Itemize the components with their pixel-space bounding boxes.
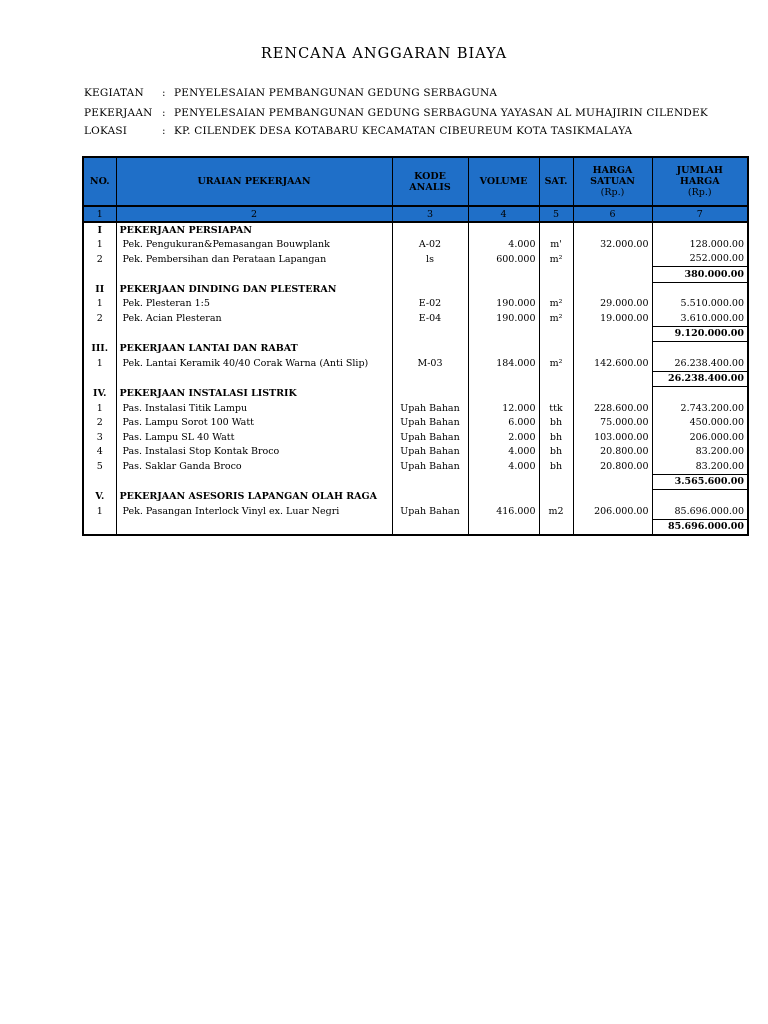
column-number: 4 [468, 206, 539, 222]
item-code: Upah Bahan [392, 401, 468, 416]
item-code: E-02 [392, 297, 468, 312]
item-unit-price: 142.600.00 [573, 356, 652, 371]
item-number: 1 [83, 237, 116, 252]
empty-cell [573, 342, 652, 357]
table-body [83, 222, 748, 535]
empty-cell [468, 371, 539, 387]
item-amount: 3.610.000.00 [652, 311, 748, 326]
table-row [83, 252, 748, 267]
empty-cell [539, 387, 573, 402]
item-unit: bh [539, 445, 573, 460]
empty-cell [468, 222, 539, 237]
item-number: 4 [83, 445, 116, 460]
item-unit: m' [539, 237, 573, 252]
item-code: E-04 [392, 311, 468, 326]
item-code: A-02 [392, 237, 468, 252]
header-harga [573, 157, 652, 206]
empty-cell [392, 490, 468, 505]
item-amount: 252.000.00 [652, 252, 748, 267]
item-unit-price: 32.000.00 [573, 237, 652, 252]
empty-cell [573, 222, 652, 237]
item-volume: 600.000 [468, 252, 539, 267]
item-unit: m² [539, 311, 573, 326]
empty-cell [539, 371, 573, 387]
item-description: Pas. Saklar Ganda Broco [116, 459, 392, 474]
empty-cell [539, 282, 573, 297]
item-unit: m² [539, 297, 573, 312]
item-amount: 206.000.00 [652, 430, 748, 445]
section-row [83, 282, 748, 297]
header-jumlah-line2: HARGA [679, 176, 720, 187]
empty-cell [392, 519, 468, 535]
item-number: 5 [83, 459, 116, 474]
empty-cell [83, 267, 116, 283]
empty-cell [392, 222, 468, 237]
item-amount: 83.200.00 [652, 459, 748, 474]
info-row-pekerjaan [84, 107, 708, 119]
item-unit: bh [539, 459, 573, 474]
info-value: KP. CILENDEK DESA KOTABARU KECAMATAN CIBEUREUM KOTA TASIKMALAYA [174, 125, 633, 137]
item-code: Upah Bahan [392, 459, 468, 474]
empty-cell [539, 222, 573, 237]
header-uraian: URAIAN PEKERJAAN [116, 157, 392, 206]
item-number: 2 [83, 416, 116, 431]
table-row [83, 504, 748, 519]
empty-cell [392, 387, 468, 402]
empty-cell [539, 519, 573, 535]
item-unit-price: 75.000.00 [573, 416, 652, 431]
item-code: Upah Bahan [392, 504, 468, 519]
header-jumlah-line1: JUMLAH [676, 165, 723, 176]
item-volume: 6.000 [468, 416, 539, 431]
section-total: 380.000.00 [652, 267, 748, 283]
empty-cell [392, 474, 468, 490]
item-unit-price [573, 252, 652, 267]
item-volume: 12.000 [468, 401, 539, 416]
item-description: Pas. Lampu Sorot 100 Watt [116, 416, 392, 431]
section-number: IV. [83, 387, 116, 402]
item-unit: m2 [539, 504, 573, 519]
item-amount: 26.238.400.00 [652, 356, 748, 371]
empty-cell [539, 326, 573, 342]
item-number: 1 [83, 297, 116, 312]
section-total-row [83, 474, 748, 490]
column-number-row [83, 206, 748, 222]
header-sat: SAT. [539, 157, 573, 206]
item-volume: 4.000 [468, 459, 539, 474]
empty-cell [573, 371, 652, 387]
section-total: 26.238.400.00 [652, 371, 748, 387]
item-description: Pek. Pengukuran&Pemasangan Bouwplank [116, 237, 392, 252]
info-row-kegiatan [84, 87, 497, 99]
item-amount: 83.200.00 [652, 445, 748, 460]
info-row-lokasi [84, 125, 632, 137]
empty-cell [652, 342, 748, 357]
item-code: Upah Bahan [392, 445, 468, 460]
table-row [83, 311, 748, 326]
header-jumlah-line3: (Rp.) [687, 187, 712, 198]
document-title: RENCANA ANGGARAN BIAYA [260, 46, 508, 62]
empty-cell [468, 490, 539, 505]
item-unit-price: 19.000.00 [573, 311, 652, 326]
info-label: PEKERJAAN [84, 107, 153, 119]
empty-cell [392, 326, 468, 342]
info-separator: : [162, 125, 166, 137]
empty-cell [468, 519, 539, 535]
empty-cell [392, 267, 468, 283]
item-volume: 184.000 [468, 356, 539, 371]
empty-cell [392, 282, 468, 297]
table-row [83, 356, 748, 371]
item-unit-price: 103.000.00 [573, 430, 652, 445]
empty-cell [83, 326, 116, 342]
info-label: KEGIATAN [84, 87, 144, 99]
item-unit: m² [539, 252, 573, 267]
empty-cell [652, 282, 748, 297]
empty-cell [539, 267, 573, 283]
section-total-row [83, 519, 748, 535]
item-description: Pas. Instalasi Titik Lampu [116, 401, 392, 416]
section-number: I [83, 222, 116, 237]
budget-table [82, 156, 749, 536]
section-total-row [83, 267, 748, 283]
empty-cell [539, 474, 573, 490]
section-title: PEKERJAAN PERSIAPAN [116, 222, 392, 237]
section-number: V. [83, 490, 116, 505]
info-label: LOKASI [84, 125, 128, 137]
item-volume: 4.000 [468, 445, 539, 460]
column-number: 2 [116, 206, 392, 222]
empty-cell [116, 474, 392, 490]
empty-cell [468, 474, 539, 490]
table-row [83, 297, 748, 312]
section-title: PEKERJAAN DINDING DAN PLESTERAN [116, 282, 392, 297]
section-title: PEKERJAAN INSTALASI LISTRIK [116, 387, 392, 402]
item-volume: 2.000 [468, 430, 539, 445]
item-description: Pas. Lampu SL 40 Watt [116, 430, 392, 445]
item-amount: 85.696.000.00 [652, 504, 748, 519]
info-separator: : [162, 87, 166, 99]
item-unit: ttk [539, 401, 573, 416]
section-row [83, 387, 748, 402]
item-unit-price: 20.800.00 [573, 459, 652, 474]
header-volume: VOLUME [468, 157, 539, 206]
item-description: Pas. Instalasi Stop Kontak Broco [116, 445, 392, 460]
section-total: 3.565.600.00 [652, 474, 748, 490]
item-description: Pek. Acian Plesteran [116, 311, 392, 326]
header-jumlah [652, 157, 748, 206]
table-row [83, 401, 748, 416]
empty-cell [83, 474, 116, 490]
section-title: PEKERJAAN ASESORIS LAPANGAN OLAH RAGA [116, 490, 392, 505]
empty-cell [539, 342, 573, 357]
section-total-row [83, 371, 748, 387]
empty-cell [116, 326, 392, 342]
item-volume: 190.000 [468, 311, 539, 326]
item-code: Upah Bahan [392, 430, 468, 445]
empty-cell [83, 519, 116, 535]
header-kode-line2: ANALIS [409, 181, 451, 193]
empty-cell [573, 282, 652, 297]
section-row [83, 490, 748, 505]
empty-cell [116, 267, 392, 283]
item-description: Pek. Pembersihan dan Perataan Lapangan [116, 252, 392, 267]
empty-cell [652, 490, 748, 505]
item-description: Pek. Pasangan Interlock Vinyl ex. Luar Negri [116, 504, 392, 519]
table-row [83, 416, 748, 431]
header-kode-line1: KODE [414, 170, 446, 182]
table-row [83, 237, 748, 252]
info-value: PENYELESAIAN PEMBANGUNAN GEDUNG SERBAGUNA [174, 87, 498, 99]
column-number: 3 [392, 206, 468, 222]
empty-cell [468, 342, 539, 357]
empty-cell [573, 490, 652, 505]
section-total: 9.120.000.00 [652, 326, 748, 342]
item-amount: 128.000.00 [652, 237, 748, 252]
empty-cell [468, 326, 539, 342]
info-separator: : [162, 107, 166, 119]
empty-cell [116, 519, 392, 535]
item-code: ls [392, 252, 468, 267]
table-row [83, 430, 748, 445]
header-harga-line3: (Rp.) [600, 187, 625, 198]
item-code: Upah Bahan [392, 416, 468, 431]
item-unit: bh [539, 430, 573, 445]
item-number: 1 [83, 401, 116, 416]
item-number: 1 [83, 504, 116, 519]
item-unit-price: 228.600.00 [573, 401, 652, 416]
empty-cell [573, 474, 652, 490]
empty-cell [652, 222, 748, 237]
empty-cell [468, 282, 539, 297]
table-row [83, 459, 748, 474]
column-number: 6 [573, 206, 652, 222]
item-unit-price: 20.800.00 [573, 445, 652, 460]
table-row [83, 445, 748, 460]
item-amount: 2.743.200.00 [652, 401, 748, 416]
column-number: 5 [539, 206, 573, 222]
item-unit-price: 29.000.00 [573, 297, 652, 312]
section-number: II [83, 282, 116, 297]
item-amount: 5.510.000.00 [652, 297, 748, 312]
item-amount: 450.000.00 [652, 416, 748, 431]
header-kode [392, 157, 468, 206]
section-row [83, 222, 748, 237]
item-unit-price: 206.000.00 [573, 504, 652, 519]
empty-cell [83, 371, 116, 387]
section-total: 85.696.000.00 [652, 519, 748, 535]
header-harga-line2: SATUAN [590, 176, 635, 187]
column-number: 7 [652, 206, 748, 222]
info-value: PENYELESAIAN PEMBANGUNAN GEDUNG SERBAGUNA YAYASAN AL MUHAJIRIN CILENDEK [174, 107, 708, 119]
table-header-row [83, 157, 748, 206]
item-unit: bh [539, 416, 573, 431]
empty-cell [573, 387, 652, 402]
empty-cell [539, 490, 573, 505]
section-total-row [83, 326, 748, 342]
item-description: Pek. Plesteran 1:5 [116, 297, 392, 312]
item-number: 3 [83, 430, 116, 445]
section-number: III. [83, 342, 116, 357]
item-number: 2 [83, 311, 116, 326]
header-no: NO. [83, 157, 116, 206]
empty-cell [392, 371, 468, 387]
item-number: 1 [83, 356, 116, 371]
item-volume: 190.000 [468, 297, 539, 312]
empty-cell [573, 519, 652, 535]
item-number: 2 [83, 252, 116, 267]
item-unit: m² [539, 356, 573, 371]
empty-cell [573, 326, 652, 342]
empty-cell [392, 342, 468, 357]
empty-cell [652, 387, 748, 402]
column-number: 1 [83, 206, 116, 222]
section-title: PEKERJAAN LANTAI DAN RABAT [116, 342, 392, 357]
empty-cell [468, 267, 539, 283]
item-volume: 4.000 [468, 237, 539, 252]
empty-cell [116, 371, 392, 387]
empty-cell [573, 267, 652, 283]
item-code: M-03 [392, 356, 468, 371]
item-description: Pek. Lantai Keramik 40/40 Corak Warna (Anti Slip) [116, 356, 392, 371]
empty-cell [468, 387, 539, 402]
header-harga-line1: HARGA [592, 165, 633, 176]
item-volume: 416.000 [468, 504, 539, 519]
section-row [83, 342, 748, 357]
